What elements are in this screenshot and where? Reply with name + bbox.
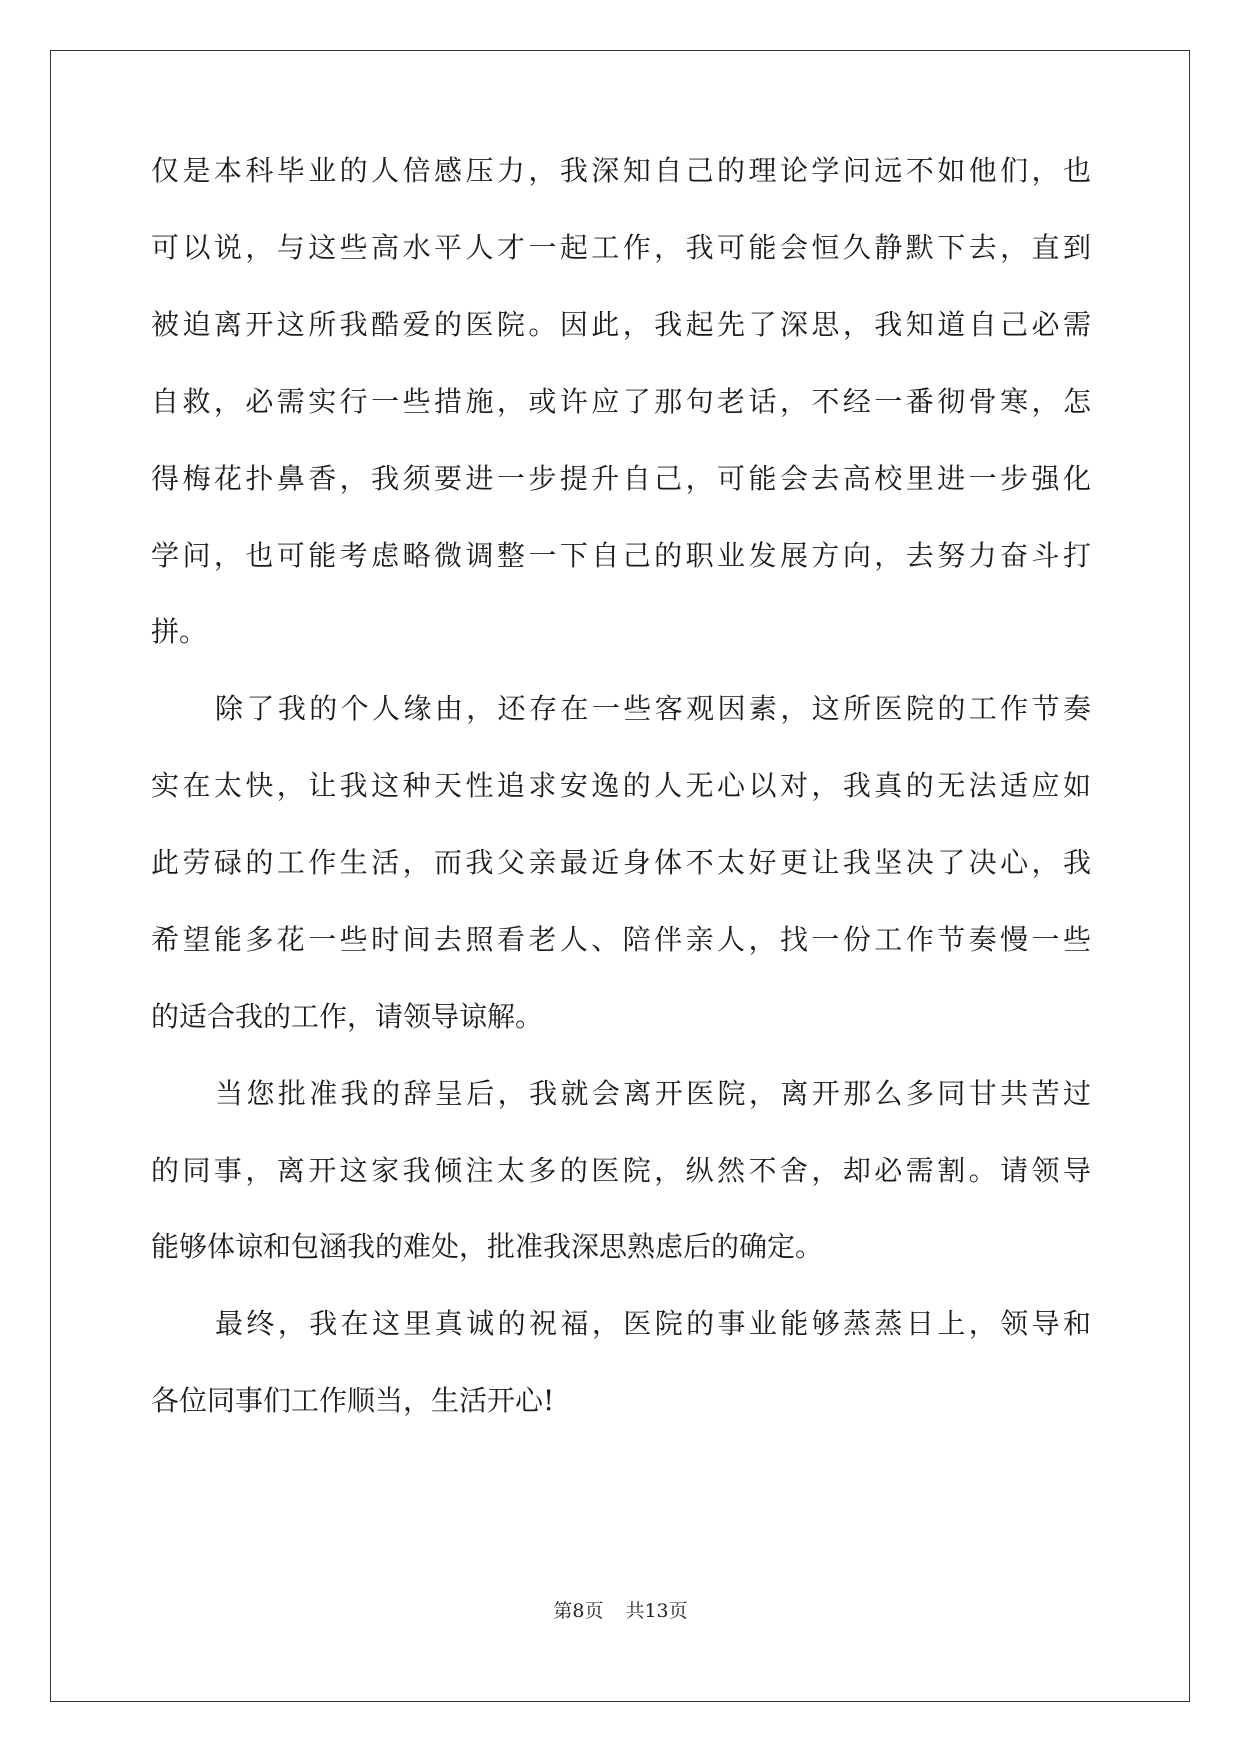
text-line: 的适合我的工作，请领导谅解。 [151,1000,544,1033]
page-total: 共13页 [625,1600,688,1622]
page-number: 第8页 [553,1600,604,1622]
text-line: 实在太快，让我这种天性追求安逸的人无心以对，我真的无法适应如 [151,769,1091,802]
paragraph-first-line: 最终，我在这里真诚的祝福，医院的事业能够蒸蒸日上，领导和 [215,1307,1091,1340]
text-line: 可以说，与这些高水平人才一起工作，我可能会恒久静默下去，直到 [151,231,1091,264]
paragraph-first-line: 除了我的个人缘由，还存在一些客观因素，这所医院的工作节奏 [215,692,1091,725]
text-line: 各位同事们工作顺当，生活开心! [151,1384,555,1417]
text-line: 学问，也可能考虑略微调整一下自己的职业发展方向，去努力奋斗打 [151,539,1091,572]
text-line: 被迫离开这所我酷爱的医院。因此，我起先了深思，我知道自己必需 [151,308,1091,341]
text-line: 此劳碌的工作生活，而我父亲最近身体不太好更让我坚决了决心，我 [151,846,1091,879]
text-line: 拼。 [151,615,208,648]
text-line: 能够体谅和包涵我的难处，批准我深思熟虑后的确定。 [151,1230,824,1263]
text-line: 自救，必需实行一些措施，或许应了那句老话，不经一番彻骨寒，怎 [151,385,1091,418]
text-line: 得梅花扑鼻香，我须要进一步提升自己，可能会去高校里进一步强化 [151,462,1091,495]
paragraph-first-line: 当您批准我的辞呈后，我就会离开医院，离开那么多同甘共苦过 [215,1077,1091,1110]
text-line: 的同事，离开这家我倾注太多的医院，纵然不舍，却必需割。请领导 [151,1154,1091,1187]
page-footer [0,1599,1241,1623]
text-line: 仅是本科毕业的人倍感压力，我深知自己的理论学问远不如他们，也 [151,154,1091,187]
text-line: 希望能多花一些时间去照看老人、陪伴亲人，找一份工作节奏慢一些 [151,923,1091,956]
